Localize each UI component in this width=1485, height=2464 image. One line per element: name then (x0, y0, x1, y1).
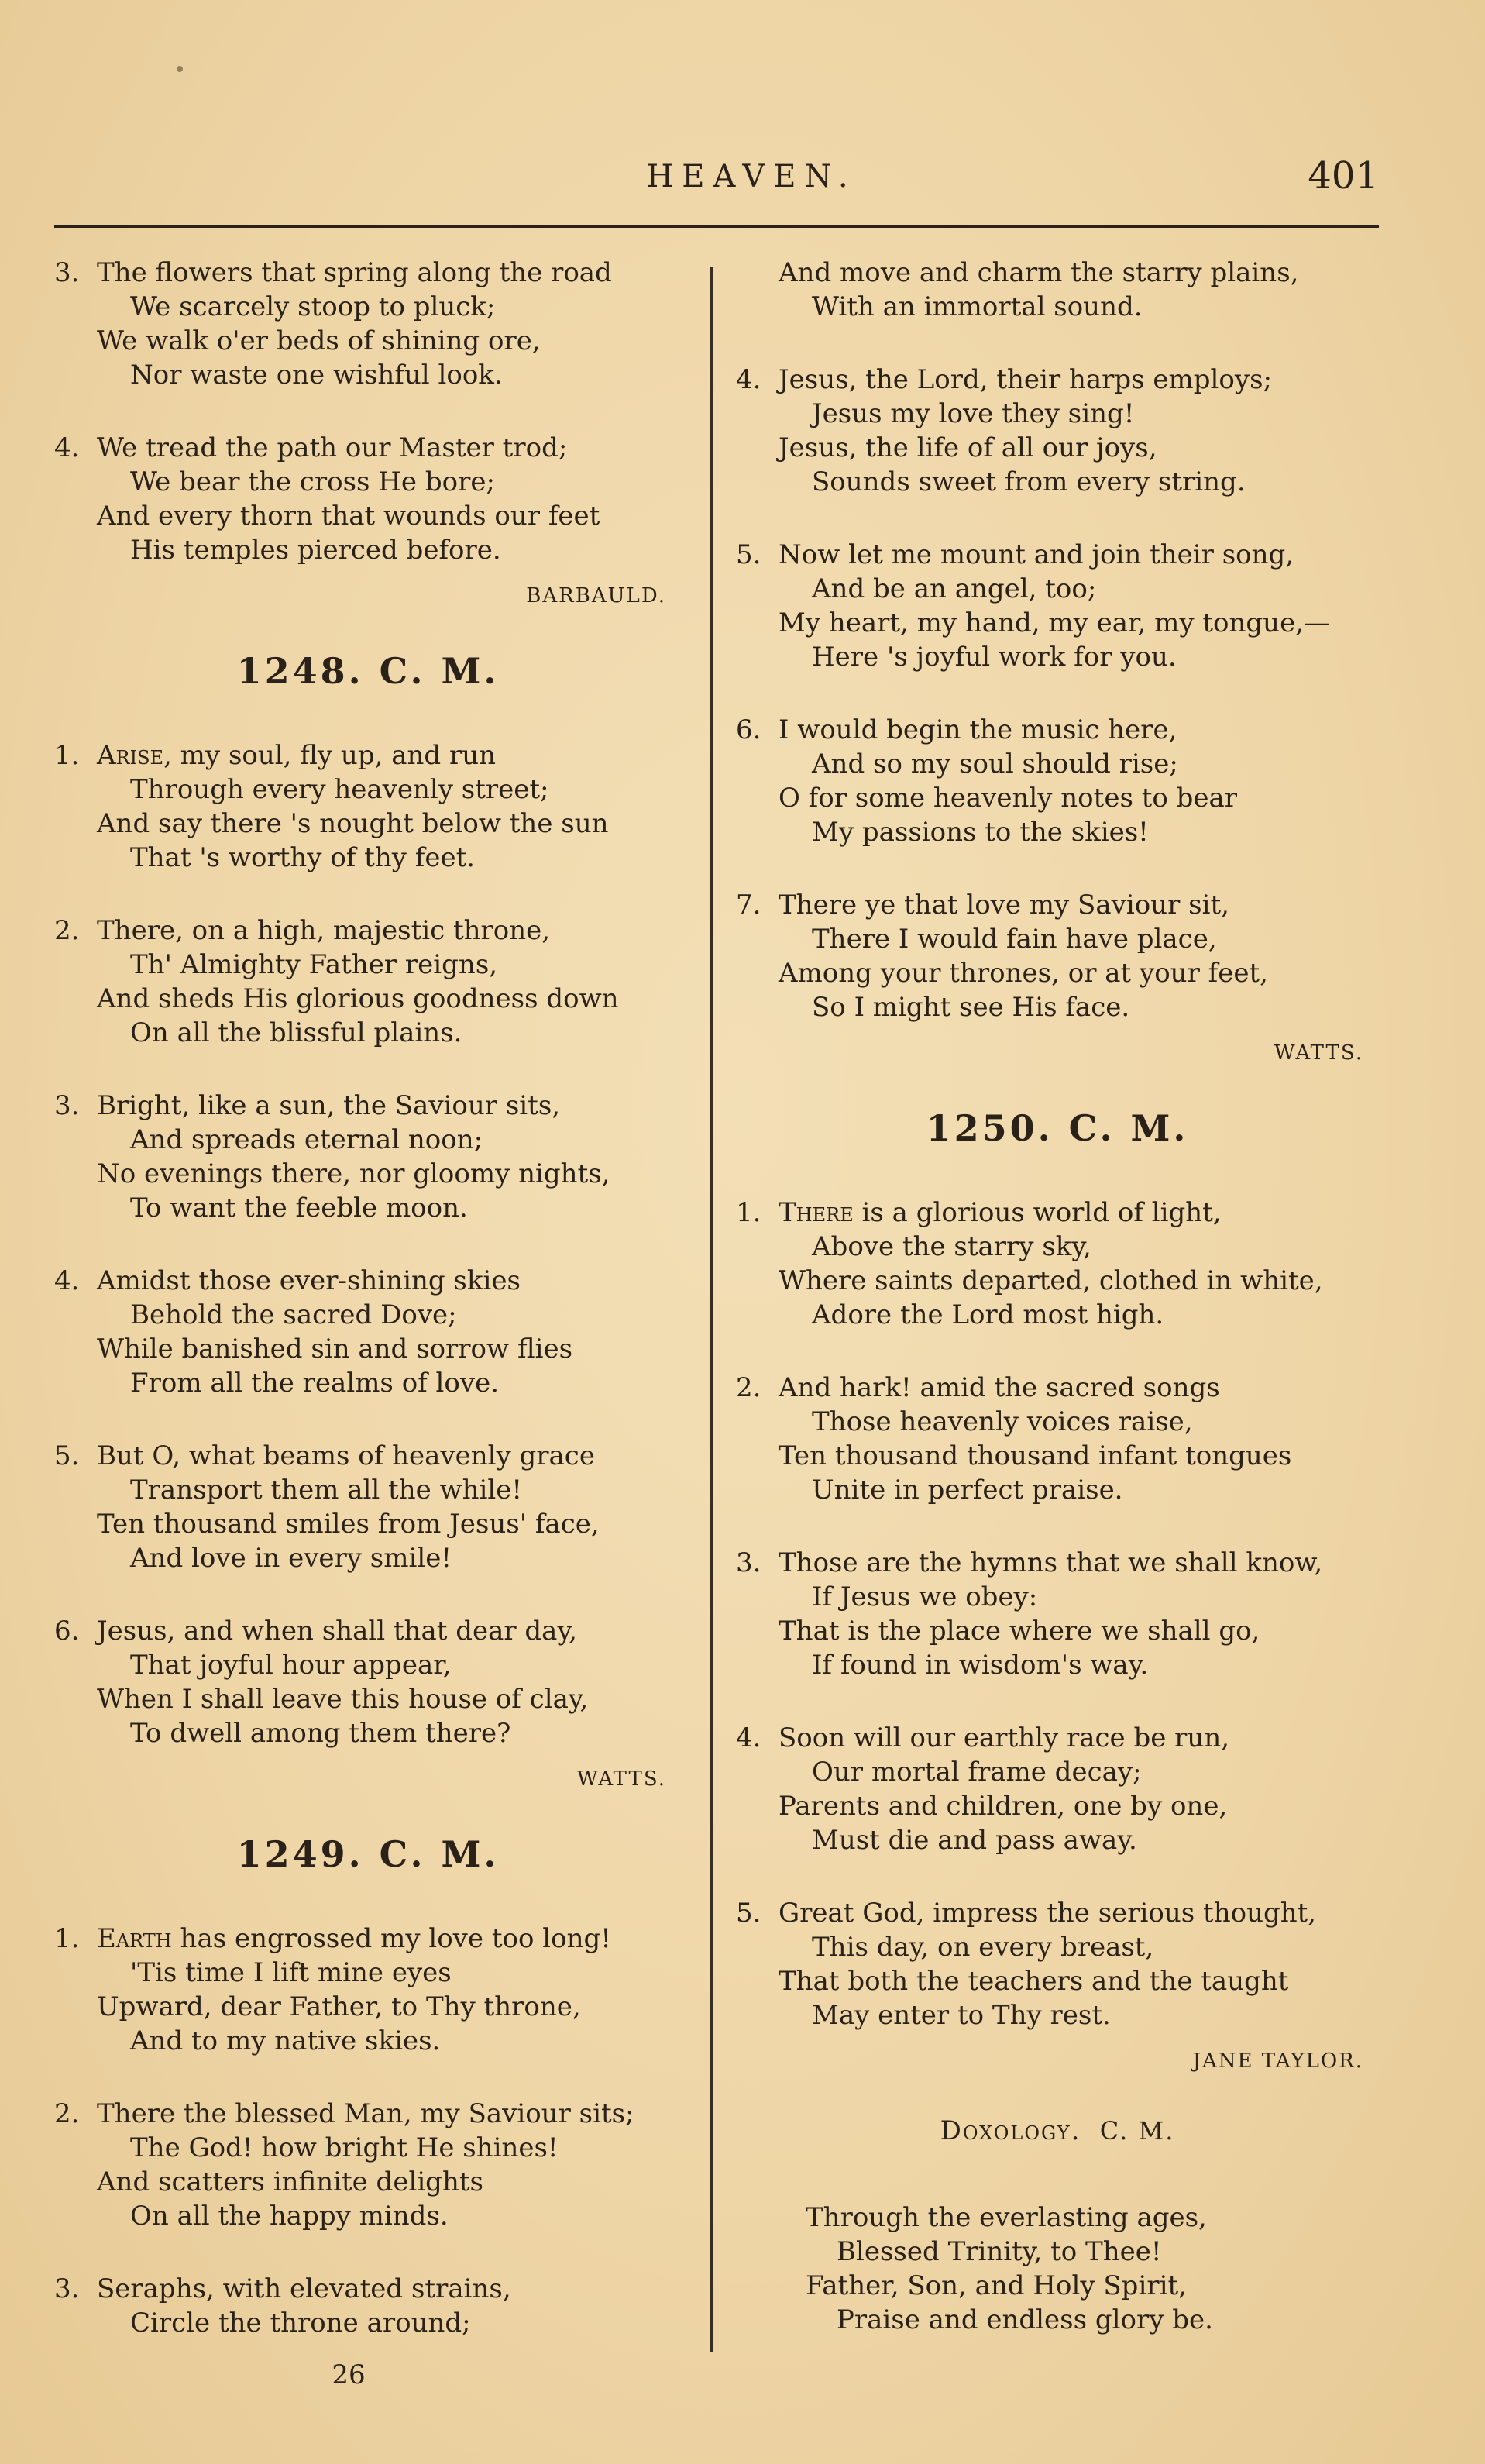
stanza: 3. Bright, like a sun, the Saviour sits, And spreads eternal noon; No evenings there, nor gloomy nights, To want the feeble moon. (54, 1090, 610, 1223)
stanza: 3. Seraphs, with elevated strains, Circle the throne around; (54, 2273, 511, 2338)
page-number: 401 (1308, 154, 1379, 198)
column-divider (710, 267, 713, 2352)
stanza: 1. Earth has engrossed my love too long! 'Tis time I lift mine eyes Upward, dear Father, to Thy throne, And to my native skies. (54, 1923, 611, 2056)
stanza: 4. Soon will our earthly race be run, Our mortal frame decay; Parents and children, one by one, Must die and pass away. (736, 1722, 1230, 1856)
stanza: 5. But O, what beams of heavenly grace Transport them all the while! Ten thousand smiles from Jesus' face, And love in every smile! (54, 1440, 600, 1574)
stanza: 5. Great God, impress the serious thought, This day, on every breast, That both the teachers and the taught May enter to Thy rest. (736, 1898, 1317, 2031)
running-title: HEAVEN. (646, 159, 857, 194)
stanza: 6. I would begin the music here, And so my soul should rise; O for some heavenly notes to bear My passions to the skies! (736, 714, 1238, 848)
doxology-stanza: Through the everlasting ages, Blessed Trinity, to Thee! Father, Son, and Holy Spirit, Praise and endless glory be. (806, 2202, 1213, 2335)
left-column (54, 256, 682, 2379)
stanza: 6. Jesus, and when shall that dear day, That joyful hour appear, When I shall leave this house of clay, To dwell among them there? (54, 1616, 589, 1749)
stanza: 1. Arise, my soul, fly up, and run Through every heavenly street; And say there 's nought below the sun That 's worthy of thy feet. (54, 740, 609, 873)
stanza: 2. There, on a high, majestic throne, Th' Almighty Father reigns, And sheds His glorious goodness down On all the blissful plains. (54, 915, 619, 1048)
page-header (54, 154, 1379, 213)
signature-mark: 26 (332, 2359, 366, 2390)
stanza: 2. And hark! amid the sacred songs Those heavenly voices raise, Ten thousand thousand infant tongues Unite in perfect praise. (736, 1372, 1292, 1506)
hymn-heading: 1249. C. M. (236, 1833, 500, 1875)
right-column (736, 256, 1379, 2376)
stanza: 1. There is a glorious world of light, Above the starry sky, Where saints departed, clothed in white, Adore the Lord most high. (736, 1197, 1323, 1330)
stanza: 4. Amidst those ever-shining skies Behold the sacred Dove; While banished sin and sorrow flies From all the realms of love. (54, 1265, 573, 1399)
hymn-author: WATTS. (576, 1767, 666, 1791)
stanza: And move and charm the starry plains, With an immortal sound. (779, 257, 1299, 322)
header-rule (54, 225, 1379, 228)
hymn-author: JANE TAYLOR. (1192, 2049, 1363, 2073)
hymn-author: WATTS. (1274, 1041, 1363, 1065)
hymn-author: BARBAULD. (526, 584, 666, 607)
stanza: 7. There ye that love my Saviour sit, There I would fain have place, Among your thrones, or at your feet, So I might see His face. (736, 890, 1268, 1023)
doxology-heading: Doxology. C. M. (940, 2115, 1175, 2146)
ink-speck (177, 66, 183, 72)
hymn-heading: 1248. C. M. (236, 650, 500, 692)
stanza: 4. We tread the path our Master trod; We bear the cross He bore; And every thorn that wounds our feet His temples pierced before. (54, 432, 600, 566)
stanza: 4. Jesus, the Lord, their harps employs; Jesus my love they sing! Jesus, the life of all our joys, Sounds sweet from every string. (736, 364, 1272, 497)
stanza: 3. Those are the hymns that we shall know, If Jesus we obey: That is the place where we shall go, If found in wisdom's way. (736, 1547, 1323, 1681)
hymn-heading: 1250. C. M. (926, 1107, 1189, 1149)
stanza: 3. The flowers that spring along the road We scarcely stoop to pluck; We walk o'er beds of shining ore, Nor waste one wishful look. (54, 257, 612, 391)
stanza: 2. There the blessed Man, my Saviour sits; The God! how bright He shines! And scatters infinite delights On all the happy minds. (54, 2098, 634, 2232)
stanza: 5. Now let me mount and join their song, And be an angel, too; My heart, my hand, my ear, my tongue,— Here 's joyful work for you. (736, 539, 1331, 673)
